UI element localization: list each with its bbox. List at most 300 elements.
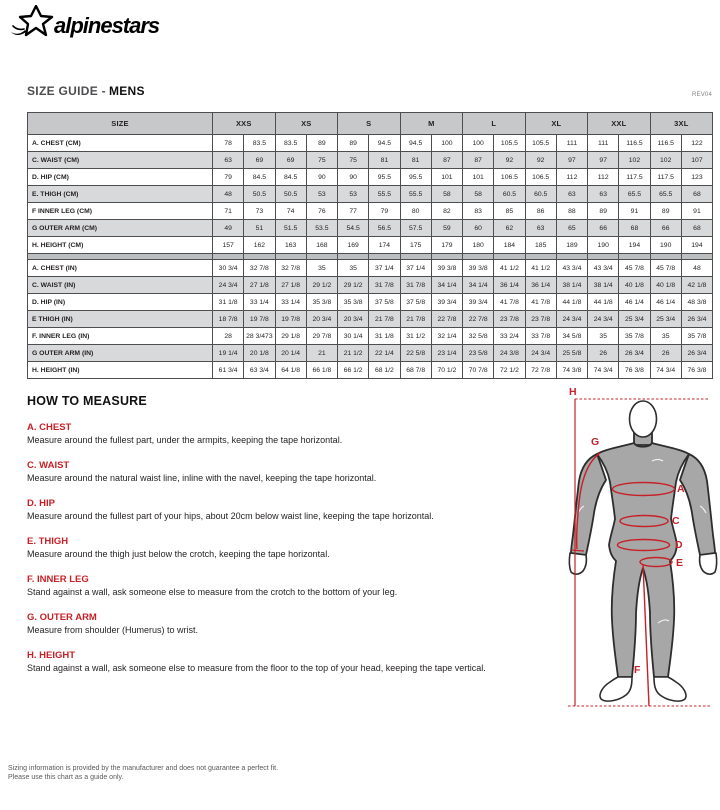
measurement-cell: 24 3/4	[556, 311, 587, 328]
table-row	[28, 294, 713, 311]
label-thigh: E	[676, 557, 684, 569]
measurement-cell: 32 7/8	[275, 260, 306, 277]
measurement-cell: 174	[369, 237, 400, 254]
measurement-cell: 74 3/4	[588, 362, 619, 379]
measurement-cell: 20 3/4	[338, 311, 369, 328]
measurement-cell: 46 1/4	[619, 294, 650, 311]
measurement-cell: 41 7/8	[525, 294, 556, 311]
figure-left-hand	[569, 553, 586, 574]
measurement-cell: 49	[213, 220, 244, 237]
measurement-cell: 65.5	[619, 186, 650, 203]
table-row	[28, 311, 713, 328]
measurement-cell: 29 1/8	[275, 328, 306, 345]
measurement-cell: 73	[244, 203, 275, 220]
measurement-cell: 51	[244, 220, 275, 237]
table-row	[28, 169, 713, 186]
measurement-cell: 189	[556, 237, 587, 254]
measurement-cell: 112	[588, 169, 619, 186]
disclaimer	[8, 764, 278, 782]
measurement-cell: 46 1/4	[650, 294, 681, 311]
measurement-cell: 106.5	[494, 169, 525, 186]
table-row	[28, 237, 713, 254]
measurement-cell: 43 3/4	[556, 260, 587, 277]
measurement-cell: 107	[681, 152, 712, 169]
measurement-cell: 35	[306, 260, 337, 277]
measurement-cell: 53	[338, 186, 369, 203]
measurement-cell: 68	[619, 220, 650, 237]
measurement-cell: 117.5	[650, 169, 681, 186]
measurement-cell: 77	[338, 203, 369, 220]
measurement-cell: 100	[463, 135, 494, 152]
size-header: L	[463, 113, 526, 135]
row-label: C. WAIST (CM)	[28, 152, 213, 169]
measurement-cell: 24 3/4	[588, 311, 619, 328]
size-table	[27, 112, 713, 379]
measurement-cell: 29 1/2	[338, 277, 369, 294]
page-title-gender: MENS	[108, 84, 145, 98]
measurement-cell: 60.5	[525, 186, 556, 203]
table-row	[28, 260, 713, 277]
measurement-cell: 116.5	[619, 135, 650, 152]
measurement-cell: 102	[650, 152, 681, 169]
measurement-cell: 87	[463, 152, 494, 169]
figure-right-arm	[680, 454, 715, 555]
table-row	[28, 362, 713, 379]
title-bar	[27, 84, 712, 98]
measurement-cell: 89	[306, 135, 337, 152]
size-column-header: SIZE	[28, 113, 213, 135]
measurement-cell: 26 3/4	[619, 345, 650, 362]
measurement-cell: 101	[463, 169, 494, 186]
measurement-cell: 25 5/8	[556, 345, 587, 362]
row-label: A. CHEST (IN)	[28, 260, 213, 277]
table-row	[28, 186, 713, 203]
row-label: F. INNER LEG (IN)	[28, 328, 213, 345]
measurement-cell: 19 1/4	[213, 345, 244, 362]
measurement-cell: 66 1/2	[338, 362, 369, 379]
measurement-cell: 20 1/8	[244, 345, 275, 362]
measurement-cell: 72 7/8	[525, 362, 556, 379]
measure-item	[27, 459, 562, 485]
measurement-cell: 175	[400, 237, 431, 254]
measurement-cell: 62	[494, 220, 525, 237]
size-header: XS	[275, 113, 338, 135]
measurement-cell: 66 1/8	[306, 362, 337, 379]
measurement-cell: 33 7/8	[525, 328, 556, 345]
measurement-cell: 22 5/8	[400, 345, 431, 362]
measurement-cell: 39 3/4	[463, 294, 494, 311]
measure-item	[27, 421, 562, 447]
measurement-cell: 21	[306, 345, 337, 362]
measurement-cell: 63	[556, 186, 587, 203]
measurement-cell: 87	[431, 152, 462, 169]
measurement-cell: 48 3/8	[681, 294, 712, 311]
measurement-cell: 34 1/4	[463, 277, 494, 294]
measurement-cell: 26	[588, 345, 619, 362]
row-label: D. HIP (IN)	[28, 294, 213, 311]
measurement-cell: 76	[306, 203, 337, 220]
alpinestars-star-icon	[10, 5, 185, 41]
measurement-cell: 194	[681, 237, 712, 254]
measurement-cell: 64 1/8	[275, 362, 306, 379]
measurement-cell: 19 7/8	[244, 311, 275, 328]
measurement-cell: 69	[275, 152, 306, 169]
measurement-cell: 23 5/8	[463, 345, 494, 362]
measurement-cell: 21 7/8	[400, 311, 431, 328]
measurement-cell: 179	[431, 237, 462, 254]
measurement-cell: 66	[588, 220, 619, 237]
measurement-cell: 70 1/2	[431, 362, 462, 379]
row-label: A. CHEST (CM)	[28, 135, 213, 152]
measurement-cell: 58	[463, 186, 494, 203]
measurement-cell: 48	[213, 186, 244, 203]
measurement-cell: 180	[463, 237, 494, 254]
measurement-cell: 44 1/8	[588, 294, 619, 311]
measurement-cell: 63	[213, 152, 244, 169]
measure-item	[27, 573, 562, 599]
measurement-cell: 27 1/8	[244, 277, 275, 294]
body-silhouette-diagram	[556, 385, 720, 720]
measurement-cell: 65	[556, 220, 587, 237]
measure-description: Stand against a wall, ask someone else to measure from the crotch to the bottom of your leg.	[27, 587, 398, 597]
disclaimer-line-2: Please use this chart as a guide only.	[8, 774, 124, 781]
measure-item	[27, 649, 562, 675]
measurement-cell: 68	[681, 220, 712, 237]
measurement-cell: 81	[400, 152, 431, 169]
measurement-cell: 79	[369, 203, 400, 220]
row-label: G OUTER ARM (CM)	[28, 220, 213, 237]
measurement-cell: 75	[338, 152, 369, 169]
measurement-cell: 63 3/4	[244, 362, 275, 379]
measurement-cell: 35 7/8	[681, 328, 712, 345]
measurement-cell: 31 1/8	[369, 328, 400, 345]
measure-description: Measure around the fullest part, under the armpits, keeping the tape horizontal.	[27, 435, 343, 445]
figure-left-foot	[600, 677, 632, 701]
measurement-cell: 74 3/8	[556, 362, 587, 379]
measurement-cell: 190	[588, 237, 619, 254]
row-label: D. HIP (CM)	[28, 169, 213, 186]
measurement-cell: 24 3/8	[494, 345, 525, 362]
measurement-cell: 90	[338, 169, 369, 186]
measurement-cell: 21 1/2	[338, 345, 369, 362]
measurement-cell: 31 1/8	[213, 294, 244, 311]
measurement-cell: 111	[556, 135, 587, 152]
measurement-cell: 26	[650, 345, 681, 362]
measurement-cell: 190	[650, 237, 681, 254]
measurement-cell: 33 2/4	[494, 328, 525, 345]
measurement-cell: 37 1/4	[369, 260, 400, 277]
measurement-cell: 97	[556, 152, 587, 169]
table-row	[28, 203, 713, 220]
measurement-cell: 112	[556, 169, 587, 186]
measure-description: Measure from shoulder (Humerus) to wrist.	[27, 625, 199, 635]
measurement-cell: 19 7/8	[275, 311, 306, 328]
measurement-cell: 35	[588, 328, 619, 345]
brand-logo	[10, 5, 185, 46]
measurement-cell: 80	[400, 203, 431, 220]
measurement-cell: 71	[213, 203, 244, 220]
label-height: H	[569, 386, 577, 398]
measurement-cell: 35 3/8	[306, 294, 337, 311]
measurement-cell: 55.5	[400, 186, 431, 203]
measurement-cell: 53	[306, 186, 337, 203]
measurement-cell: 194	[619, 237, 650, 254]
measurement-cell: 44 1/8	[556, 294, 587, 311]
measurement-cell: 45 7/8	[650, 260, 681, 277]
measurement-cell: 59	[431, 220, 462, 237]
measurement-figure	[556, 385, 720, 725]
measurement-cell: 36 1/4	[525, 277, 556, 294]
measurement-cell: 56.5	[369, 220, 400, 237]
measurement-cell: 68 1/2	[369, 362, 400, 379]
size-header: S	[338, 113, 401, 135]
table-row	[28, 220, 713, 237]
size-header: XXS	[213, 113, 276, 135]
figure-right-foot	[654, 677, 686, 701]
measurement-cell: 53.5	[306, 220, 337, 237]
measurement-cell: 40 1/8	[619, 277, 650, 294]
how-to-measure-title: HOW TO MEASURE	[27, 394, 147, 408]
measurement-cell: 61 3/4	[213, 362, 244, 379]
measurement-cell: 111	[588, 135, 619, 152]
measurement-cell: 32 5/8	[463, 328, 494, 345]
measurement-cell: 76 3/8	[619, 362, 650, 379]
measurement-cell: 23 1/4	[431, 345, 462, 362]
measurement-cell: 54.5	[338, 220, 369, 237]
disclaimer-line-1: Sizing information is provided by the manufacturer and does not guarantee a perfect fit.	[8, 765, 279, 772]
measurement-cell: 69	[244, 152, 275, 169]
measurement-cell: 29 1/2	[306, 277, 337, 294]
measurement-cell: 122	[681, 135, 712, 152]
measurement-cell: 91	[619, 203, 650, 220]
measurement-cell: 89	[338, 135, 369, 152]
measurement-cell: 92	[525, 152, 556, 169]
measure-heading: F. INNER LEG	[27, 574, 89, 585]
measurement-cell: 102	[619, 152, 650, 169]
measurement-cell: 82	[431, 203, 462, 220]
measurement-cell: 36 1/4	[494, 277, 525, 294]
measurement-cell: 41 1/2	[525, 260, 556, 277]
measurement-cell: 50.5	[275, 186, 306, 203]
measure-item	[27, 497, 562, 523]
table-row	[28, 135, 713, 152]
how-to-measure-section	[27, 394, 562, 687]
measurement-cell: 168	[306, 237, 337, 254]
measurement-cell: 38 1/4	[556, 277, 587, 294]
measurement-cell: 90	[306, 169, 337, 186]
page-title	[27, 84, 145, 98]
measurement-cell: 20 1/4	[275, 345, 306, 362]
measurement-cell: 22 1/4	[369, 345, 400, 362]
figure-head	[630, 401, 657, 437]
measure-heading: E. THIGH	[27, 536, 69, 547]
measurement-cell: 51.5	[275, 220, 306, 237]
measurement-cell: 94.5	[400, 135, 431, 152]
measurement-cell: 50.5	[244, 186, 275, 203]
size-header: 3XL	[650, 113, 713, 135]
measurement-cell: 101	[431, 169, 462, 186]
measurement-cell: 39 3/4	[431, 294, 462, 311]
table-row	[28, 328, 713, 345]
measure-heading: D. HIP	[27, 498, 55, 509]
measurement-cell: 79	[213, 169, 244, 186]
measurement-cell: 58	[431, 186, 462, 203]
measure-description: Measure around the thigh just below the crotch, keeping the tape horizontal.	[27, 549, 330, 559]
page-title-prefix: SIZE GUIDE -	[27, 84, 106, 98]
measurement-cell: 35 7/8	[619, 328, 650, 345]
measurement-cell: 95.5	[369, 169, 400, 186]
measurement-cell: 65.5	[650, 186, 681, 203]
measure-heading: C. WAIST	[27, 460, 70, 471]
measurement-cell: 40 1/8	[650, 277, 681, 294]
row-label: H. HEIGHT (CM)	[28, 237, 213, 254]
measurement-cell: 185	[525, 237, 556, 254]
measure-item	[27, 535, 562, 561]
measurement-cell: 29 7/8	[306, 328, 337, 345]
measurement-cell: 105.5	[525, 135, 556, 152]
measurement-cell: 30 1/4	[338, 328, 369, 345]
measurement-cell: 34 1/4	[431, 277, 462, 294]
measurement-cell: 75	[306, 152, 337, 169]
measurement-cell: 37 5/8	[369, 294, 400, 311]
size-header: XXL	[588, 113, 651, 135]
measurement-cell: 70 7/8	[463, 362, 494, 379]
measurement-cell: 97	[588, 152, 619, 169]
measurement-cell: 89	[588, 203, 619, 220]
label-waist: C	[672, 515, 680, 527]
measurement-cell: 116.5	[650, 135, 681, 152]
measurement-cell: 21 7/8	[369, 311, 400, 328]
measurement-cell: 184	[494, 237, 525, 254]
measurement-cell: 48	[681, 260, 712, 277]
row-label: H. HEIGHT (IN)	[28, 362, 213, 379]
measurement-cell: 22 7/8	[431, 311, 462, 328]
measurement-cell: 85	[494, 203, 525, 220]
measurement-cell: 39 3/8	[463, 260, 494, 277]
measurement-cell: 60	[463, 220, 494, 237]
measurement-cell: 32 7/8	[244, 260, 275, 277]
measure-heading: A. CHEST	[27, 422, 72, 433]
measurement-cell: 83	[463, 203, 494, 220]
measurement-cell: 60.5	[494, 186, 525, 203]
measurement-cell: 26 3/4	[681, 311, 712, 328]
measure-item	[27, 611, 562, 637]
measure-description: Measure around the natural waist line, inline with the navel, keeping the tape horizontal.	[27, 473, 377, 483]
how-to-measure-list	[27, 421, 562, 675]
measurement-cell: 123	[681, 169, 712, 186]
size-header: M	[400, 113, 463, 135]
measurement-cell: 33 1/4	[275, 294, 306, 311]
measurement-cell: 31 7/8	[400, 277, 431, 294]
label-outer-arm: G	[591, 436, 600, 448]
measure-description: Stand against a wall, ask someone else to measure from the floor to the top of your head, keeping the tape vertical.	[27, 663, 486, 673]
measurement-cell: 163	[275, 237, 306, 254]
measurement-cell: 78	[213, 135, 244, 152]
measurement-cell: 72 1/2	[494, 362, 525, 379]
measurement-cell: 84.5	[275, 169, 306, 186]
measurement-cell: 42 1/8	[681, 277, 712, 294]
measurement-cell: 68 7/8	[400, 362, 431, 379]
revision-label: REV04	[691, 92, 712, 98]
row-label: G OUTER ARM (IN)	[28, 345, 213, 362]
measurement-cell: 76 3/8	[681, 362, 712, 379]
measurement-cell: 74 3/4	[650, 362, 681, 379]
measurement-cell: 81	[369, 152, 400, 169]
measurement-cell: 27 1/8	[275, 277, 306, 294]
measurement-cell: 25 3/4	[619, 311, 650, 328]
measure-heading: G. OUTER ARM	[27, 612, 97, 623]
size-header-row	[28, 113, 713, 135]
measurement-cell: 169	[338, 237, 369, 254]
measurement-cell: 92	[494, 152, 525, 169]
measurement-cell: 20 3/4	[306, 311, 337, 328]
measurement-cell: 31 7/8	[369, 277, 400, 294]
label-inner-leg: F	[634, 664, 641, 676]
measurement-cell: 45 7/8	[619, 260, 650, 277]
measurement-cell: 55.5	[369, 186, 400, 203]
measurement-cell: 25 3/4	[650, 311, 681, 328]
table-row	[28, 152, 713, 169]
measurement-cell: 41 1/2	[494, 260, 525, 277]
measure-description: Measure around the fullest part of your hips, about 20cm below waist line, keeping the tape horizontal.	[27, 511, 434, 521]
measurement-cell: 35 3/8	[338, 294, 369, 311]
measurement-cell: 91	[681, 203, 712, 220]
row-label: E THIGH (IN)	[28, 311, 213, 328]
measurement-cell: 63	[588, 186, 619, 203]
measurement-cell: 24 3/4	[213, 277, 244, 294]
measurement-cell: 106.5	[525, 169, 556, 186]
measurement-cell: 68	[681, 186, 712, 203]
table-row	[28, 277, 713, 294]
measurement-cell: 37 5/8	[400, 294, 431, 311]
measurement-cell: 43 3/4	[588, 260, 619, 277]
measurement-cell: 22 7/8	[463, 311, 494, 328]
measurement-cell: 33 1/4	[244, 294, 275, 311]
measurement-cell: 86	[525, 203, 556, 220]
measurement-cell: 30 3/4	[213, 260, 244, 277]
measurement-cell: 26 3/4	[681, 345, 712, 362]
label-hip: D	[675, 539, 683, 551]
measurement-cell: 162	[244, 237, 275, 254]
measurement-cell: 38 1/4	[588, 277, 619, 294]
measurement-cell: 157	[213, 237, 244, 254]
brand-wordmark: alpinestars	[54, 13, 160, 38]
row-label: E. THIGH (CM)	[28, 186, 213, 203]
measurement-cell: 37 1/4	[400, 260, 431, 277]
measurement-cell: 74	[275, 203, 306, 220]
measurement-cell: 57.5	[400, 220, 431, 237]
measurement-cell: 83.5	[275, 135, 306, 152]
measurement-cell: 105.5	[494, 135, 525, 152]
measurement-cell: 23 7/8	[525, 311, 556, 328]
measurement-cell: 41 7/8	[494, 294, 525, 311]
measurement-cell: 94.5	[369, 135, 400, 152]
label-chest: A	[677, 483, 685, 495]
measurement-cell: 89	[650, 203, 681, 220]
measurement-cell: 66	[650, 220, 681, 237]
measurement-cell: 95.5	[400, 169, 431, 186]
measurement-cell: 100	[431, 135, 462, 152]
size-header: XL	[525, 113, 588, 135]
measurement-cell: 28	[213, 328, 244, 345]
row-label: C. WAIST (IN)	[28, 277, 213, 294]
measurement-cell: 32 1/4	[431, 328, 462, 345]
measurement-cell: 31 1/2	[400, 328, 431, 345]
row-label: F INNER LEG (CM)	[28, 203, 213, 220]
measurement-cell: 34 5/8	[556, 328, 587, 345]
measurement-cell: 28 3/473	[244, 328, 275, 345]
measurement-cell: 63	[525, 220, 556, 237]
